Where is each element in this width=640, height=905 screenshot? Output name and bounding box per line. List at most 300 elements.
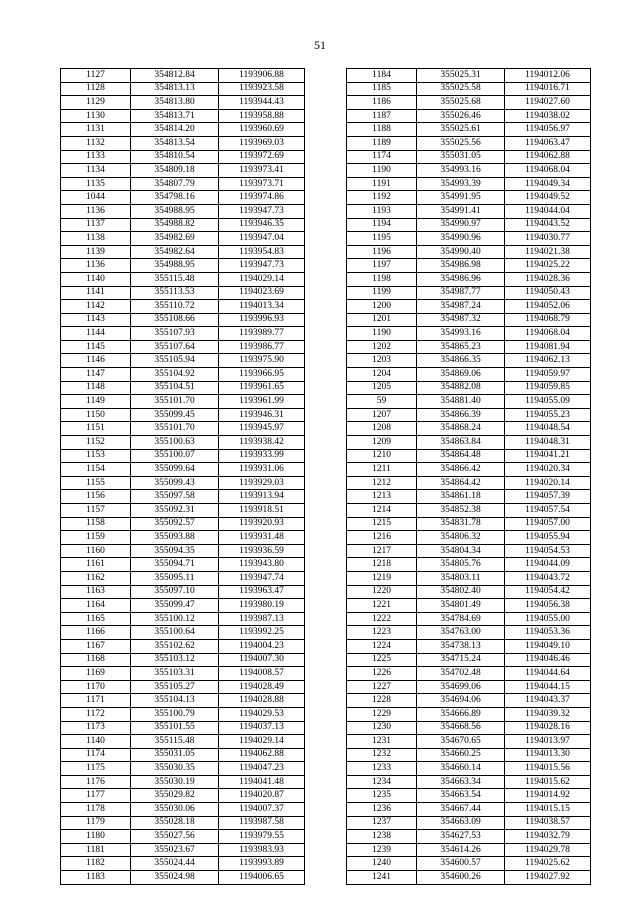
table-row [347, 136, 591, 150]
point-number-cell: 1174 [61, 748, 131, 762]
x-coordinate-cell: 354668.56 [417, 721, 505, 735]
x-coordinate-cell: 354600.57 [417, 857, 505, 871]
y-coordinate-cell: 1194055.23 [505, 408, 591, 422]
table-row [347, 436, 591, 450]
y-coordinate-cell: 1194028.49 [219, 680, 305, 694]
table-row [61, 449, 305, 463]
y-coordinate-cell: 1194007.37 [219, 803, 305, 817]
y-coordinate-cell: 1194039.32 [505, 707, 591, 721]
x-coordinate-cell: 354614.26 [417, 843, 505, 857]
point-number-cell: 1152 [61, 436, 131, 450]
x-coordinate-cell: 354670.65 [417, 735, 505, 749]
x-coordinate-cell: 355107.64 [131, 340, 219, 354]
point-number-cell: 1218 [347, 558, 417, 572]
y-coordinate-cell: 1193989.77 [219, 327, 305, 341]
y-coordinate-cell: 1193987.13 [219, 612, 305, 626]
y-coordinate-cell: 1194012.06 [505, 69, 591, 83]
table-row [61, 857, 305, 871]
point-number-cell: 1151 [61, 422, 131, 436]
y-coordinate-cell: 1194029.53 [219, 707, 305, 721]
point-number-cell: 1221 [347, 599, 417, 613]
point-number-cell: 1153 [61, 449, 131, 463]
x-coordinate-cell: 355025.61 [417, 123, 505, 137]
point-number-cell: 1184 [347, 69, 417, 83]
x-coordinate-cell: 354863.84 [417, 436, 505, 450]
table-row [347, 422, 591, 436]
point-number-cell: 1231 [347, 735, 417, 749]
y-coordinate-cell: 1194025.62 [505, 857, 591, 871]
x-coordinate-cell: 355110.72 [131, 300, 219, 314]
point-number-cell: 1211 [347, 463, 417, 477]
x-coordinate-cell: 354990.97 [417, 218, 505, 232]
y-coordinate-cell: 1194007.30 [219, 653, 305, 667]
table-row [347, 680, 591, 694]
point-number-cell: 1138 [61, 232, 131, 246]
y-coordinate-cell: 1194048.31 [505, 436, 591, 450]
y-coordinate-cell: 1193929.03 [219, 476, 305, 490]
point-number-cell: 1191 [347, 177, 417, 191]
y-coordinate-cell: 1194055.00 [505, 612, 591, 626]
y-coordinate-cell: 1194015.56 [505, 762, 591, 776]
y-coordinate-cell: 1194043.52 [505, 218, 591, 232]
x-coordinate-cell: 355030.35 [131, 762, 219, 776]
point-number-cell: 1142 [61, 300, 131, 314]
y-coordinate-cell: 1194068.04 [505, 164, 591, 178]
y-coordinate-cell: 1194015.15 [505, 803, 591, 817]
y-coordinate-cell: 1194044.15 [505, 680, 591, 694]
y-coordinate-cell: 1194020.34 [505, 463, 591, 477]
y-coordinate-cell: 1194038.57 [505, 816, 591, 830]
table-row [347, 585, 591, 599]
point-number-cell: 1134 [61, 164, 131, 178]
x-coordinate-cell: 354663.34 [417, 775, 505, 789]
table-row [347, 449, 591, 463]
point-number-cell: 1202 [347, 340, 417, 354]
y-coordinate-cell: 1194057.39 [505, 490, 591, 504]
y-coordinate-cell: 1193931.48 [219, 531, 305, 545]
y-coordinate-cell: 1193996.93 [219, 313, 305, 327]
table-row [61, 680, 305, 694]
table-row [61, 96, 305, 110]
y-coordinate-cell: 1193933.99 [219, 449, 305, 463]
x-coordinate-cell: 354881.40 [417, 395, 505, 409]
x-coordinate-cell: 355102.62 [131, 639, 219, 653]
point-number-cell: 1149 [61, 395, 131, 409]
table-row [61, 639, 305, 653]
table-row [347, 245, 591, 259]
y-coordinate-cell: 1193975.90 [219, 354, 305, 368]
point-number-cell: 1154 [61, 463, 131, 477]
x-coordinate-cell: 355104.92 [131, 368, 219, 382]
table-row [61, 191, 305, 205]
y-coordinate-cell: 1193938.42 [219, 436, 305, 450]
table-row [347, 150, 591, 164]
point-number-cell: 1230 [347, 721, 417, 735]
point-number-cell: 1205 [347, 381, 417, 395]
point-number-cell: 1136 [61, 259, 131, 273]
table-row [61, 395, 305, 409]
x-coordinate-cell: 354866.39 [417, 408, 505, 422]
point-number-cell: 1044 [61, 191, 131, 205]
point-number-cell: 1140 [61, 272, 131, 286]
point-number-cell: 1225 [347, 653, 417, 667]
table-row [347, 531, 591, 545]
point-number-cell: 1162 [61, 571, 131, 585]
y-coordinate-cell: 1193983.93 [219, 843, 305, 857]
table-row [347, 735, 591, 749]
table-row [347, 762, 591, 776]
table-row [347, 748, 591, 762]
x-coordinate-cell: 354812.84 [131, 69, 219, 83]
y-coordinate-cell: 1193946.31 [219, 408, 305, 422]
y-coordinate-cell: 1194068.79 [505, 313, 591, 327]
x-coordinate-cell: 355094.35 [131, 544, 219, 558]
table-row [347, 218, 591, 232]
table-row [347, 843, 591, 857]
y-coordinate-cell: 1193913.94 [219, 490, 305, 504]
table-row [347, 109, 591, 123]
table-row [61, 354, 305, 368]
table-row [61, 558, 305, 572]
x-coordinate-cell: 355101.55 [131, 721, 219, 735]
table-row [347, 395, 591, 409]
point-number-cell: 1214 [347, 504, 417, 518]
x-coordinate-cell: 354864.48 [417, 449, 505, 463]
x-coordinate-cell: 354627.53 [417, 830, 505, 844]
x-coordinate-cell: 355028.18 [131, 816, 219, 830]
x-coordinate-cell: 355107.93 [131, 327, 219, 341]
x-coordinate-cell: 354869.06 [417, 368, 505, 382]
point-number-cell: 59 [347, 395, 417, 409]
point-number-cell: 1186 [347, 96, 417, 110]
point-number-cell: 1131 [61, 123, 131, 137]
point-number-cell: 1213 [347, 490, 417, 504]
x-coordinate-cell: 354804.34 [417, 544, 505, 558]
x-coordinate-cell: 355100.64 [131, 626, 219, 640]
table-row [61, 408, 305, 422]
y-coordinate-cell: 1194025.22 [505, 259, 591, 273]
x-coordinate-cell: 354784.69 [417, 612, 505, 626]
x-coordinate-cell: 354988.95 [131, 259, 219, 273]
x-coordinate-cell: 355103.31 [131, 667, 219, 681]
x-coordinate-cell: 355030.06 [131, 803, 219, 817]
x-coordinate-cell: 355025.58 [417, 82, 505, 96]
point-number-cell: 1204 [347, 368, 417, 382]
y-coordinate-cell: 1193946.35 [219, 218, 305, 232]
table-row [347, 721, 591, 735]
y-coordinate-cell: 1194044.04 [505, 204, 591, 218]
point-number-cell: 1128 [61, 82, 131, 96]
x-coordinate-cell: 354806.32 [417, 531, 505, 545]
table-row [347, 82, 591, 96]
y-coordinate-cell: 1194032.79 [505, 830, 591, 844]
y-coordinate-cell: 1194029.14 [219, 735, 305, 749]
table-row [347, 504, 591, 518]
point-number-cell: 1239 [347, 843, 417, 857]
x-coordinate-cell: 355104.13 [131, 694, 219, 708]
x-coordinate-cell: 355023.67 [131, 843, 219, 857]
table-row [347, 857, 591, 871]
x-coordinate-cell: 355031.05 [417, 150, 505, 164]
page-number: 51 [314, 38, 326, 52]
point-number-cell: 1143 [61, 313, 131, 327]
point-number-cell: 1176 [61, 775, 131, 789]
x-coordinate-cell: 354861.18 [417, 490, 505, 504]
x-coordinate-cell: 354864.42 [417, 476, 505, 490]
table-row [347, 639, 591, 653]
x-coordinate-cell: 354813.13 [131, 82, 219, 96]
y-coordinate-cell: 1194052.06 [505, 300, 591, 314]
table-row [61, 504, 305, 518]
y-coordinate-cell: 1193972.69 [219, 150, 305, 164]
table-row [347, 340, 591, 354]
y-coordinate-cell: 1193974.86 [219, 191, 305, 205]
x-coordinate-cell: 354882.08 [417, 381, 505, 395]
x-coordinate-cell: 355025.56 [417, 136, 505, 150]
point-number-cell: 1148 [61, 381, 131, 395]
x-coordinate-cell: 354813.80 [131, 96, 219, 110]
point-number-cell: 1175 [61, 762, 131, 776]
table-row [61, 381, 305, 395]
x-coordinate-cell: 355025.68 [417, 96, 505, 110]
point-number-cell: 1171 [61, 694, 131, 708]
point-number-cell: 1169 [61, 667, 131, 681]
table-row [61, 843, 305, 857]
y-coordinate-cell: 1193944.43 [219, 96, 305, 110]
table-row [347, 408, 591, 422]
y-coordinate-cell: 1194054.53 [505, 544, 591, 558]
y-coordinate-cell: 1194046.46 [505, 653, 591, 667]
y-coordinate-cell: 1194055.94 [505, 531, 591, 545]
table-row [61, 571, 305, 585]
table-row [61, 204, 305, 218]
table-row [61, 626, 305, 640]
y-coordinate-cell: 1194044.64 [505, 667, 591, 681]
x-coordinate-cell: 354813.71 [131, 109, 219, 123]
x-coordinate-cell: 355095.11 [131, 571, 219, 585]
x-coordinate-cell: 354993.16 [417, 164, 505, 178]
point-number-cell: 1146 [61, 354, 131, 368]
point-number-cell: 1185 [347, 82, 417, 96]
point-number-cell: 1236 [347, 803, 417, 817]
table-row [61, 177, 305, 191]
x-coordinate-cell: 354810.54 [131, 150, 219, 164]
point-number-cell: 1155 [61, 476, 131, 490]
x-coordinate-cell: 354865.23 [417, 340, 505, 354]
point-number-cell: 1170 [61, 680, 131, 694]
point-number-cell: 1201 [347, 313, 417, 327]
point-number-cell: 1237 [347, 816, 417, 830]
table-row [347, 626, 591, 640]
point-number-cell: 1177 [61, 789, 131, 803]
table-row [347, 463, 591, 477]
x-coordinate-cell: 354600.26 [417, 871, 505, 885]
point-number-cell: 1173 [61, 721, 131, 735]
table-row [61, 789, 305, 803]
x-coordinate-cell: 355031.05 [131, 748, 219, 762]
table-row [347, 544, 591, 558]
point-number-cell: 1159 [61, 531, 131, 545]
table-row [347, 599, 591, 613]
table-row [61, 259, 305, 273]
table-row [61, 422, 305, 436]
point-number-cell: 1232 [347, 748, 417, 762]
y-coordinate-cell: 1194054.42 [505, 585, 591, 599]
table-row [61, 517, 305, 531]
table-row [61, 340, 305, 354]
x-coordinate-cell: 354660.25 [417, 748, 505, 762]
y-coordinate-cell: 1193963.47 [219, 585, 305, 599]
x-coordinate-cell: 354694.06 [417, 694, 505, 708]
point-number-cell: 1217 [347, 544, 417, 558]
x-coordinate-cell: 355027.56 [131, 830, 219, 844]
y-coordinate-cell: 1194023.69 [219, 286, 305, 300]
table-row [61, 830, 305, 844]
point-number-cell: 1164 [61, 599, 131, 613]
y-coordinate-cell: 1193960.69 [219, 123, 305, 137]
table-row [347, 354, 591, 368]
x-coordinate-cell: 354805.76 [417, 558, 505, 572]
point-number-cell: 1228 [347, 694, 417, 708]
table-row [347, 871, 591, 885]
y-coordinate-cell: 1193987.58 [219, 816, 305, 830]
table-row [61, 218, 305, 232]
y-coordinate-cell: 1194041.48 [219, 775, 305, 789]
table-row [61, 694, 305, 708]
y-coordinate-cell: 1194056.97 [505, 123, 591, 137]
point-number-cell: 1145 [61, 340, 131, 354]
y-coordinate-cell: 1194030.77 [505, 232, 591, 246]
y-coordinate-cell: 1193958.88 [219, 109, 305, 123]
table-row [347, 191, 591, 205]
table-row [347, 313, 591, 327]
x-coordinate-cell: 354866.42 [417, 463, 505, 477]
table-row [61, 286, 305, 300]
point-number-cell: 1238 [347, 830, 417, 844]
x-coordinate-cell: 354982.64 [131, 245, 219, 259]
table-row [347, 775, 591, 789]
x-coordinate-cell: 355105.27 [131, 680, 219, 694]
table-row [61, 816, 305, 830]
y-coordinate-cell: 1194043.37 [505, 694, 591, 708]
point-number-cell: 1226 [347, 667, 417, 681]
point-number-cell: 1192 [347, 191, 417, 205]
point-number-cell: 1172 [61, 707, 131, 721]
y-coordinate-cell: 1194062.88 [219, 748, 305, 762]
x-coordinate-cell: 355025.31 [417, 69, 505, 83]
point-number-cell: 1180 [61, 830, 131, 844]
point-number-cell: 1183 [61, 871, 131, 885]
x-coordinate-cell: 355026.46 [417, 109, 505, 123]
x-coordinate-cell: 354663.54 [417, 789, 505, 803]
y-coordinate-cell: 1194057.00 [505, 517, 591, 531]
table-row [61, 232, 305, 246]
point-number-cell: 1194 [347, 218, 417, 232]
point-number-cell: 1181 [61, 843, 131, 857]
y-coordinate-cell: 1193969.03 [219, 136, 305, 150]
x-coordinate-cell: 354814.20 [131, 123, 219, 137]
point-number-cell: 1240 [347, 857, 417, 871]
y-coordinate-cell: 1194027.60 [505, 96, 591, 110]
y-coordinate-cell: 1193980.19 [219, 599, 305, 613]
table-row [347, 272, 591, 286]
y-coordinate-cell: 1193947.04 [219, 232, 305, 246]
table-row [347, 612, 591, 626]
x-coordinate-cell: 354987.77 [417, 286, 505, 300]
x-coordinate-cell: 355100.07 [131, 449, 219, 463]
x-coordinate-cell: 355024.44 [131, 857, 219, 871]
x-coordinate-cell: 354982.69 [131, 232, 219, 246]
table-row [347, 327, 591, 341]
table-row [61, 272, 305, 286]
point-number-cell: 1200 [347, 300, 417, 314]
y-coordinate-cell: 1193920.93 [219, 517, 305, 531]
point-number-cell: 1127 [61, 69, 131, 83]
y-coordinate-cell: 1194049.34 [505, 177, 591, 191]
point-number-cell: 1144 [61, 327, 131, 341]
point-number-cell: 1195 [347, 232, 417, 246]
y-coordinate-cell: 1193961.99 [219, 395, 305, 409]
x-coordinate-cell: 355100.63 [131, 436, 219, 450]
x-coordinate-cell: 354666.89 [417, 707, 505, 721]
y-coordinate-cell: 1193993.89 [219, 857, 305, 871]
point-number-cell: 1227 [347, 680, 417, 694]
y-coordinate-cell: 1193973.41 [219, 164, 305, 178]
x-coordinate-cell: 354986.96 [417, 272, 505, 286]
y-coordinate-cell: 1194029.14 [219, 272, 305, 286]
y-coordinate-cell: 1194055.09 [505, 395, 591, 409]
point-number-cell: 1178 [61, 803, 131, 817]
x-coordinate-cell: 355099.43 [131, 476, 219, 490]
coordinates-table-right [346, 68, 591, 885]
x-coordinate-cell: 354993.39 [417, 177, 505, 191]
point-number-cell: 1210 [347, 449, 417, 463]
x-coordinate-cell: 355092.31 [131, 504, 219, 518]
x-coordinate-cell: 355100.12 [131, 612, 219, 626]
table-row [347, 816, 591, 830]
point-number-cell: 1161 [61, 558, 131, 572]
point-number-cell: 1219 [347, 571, 417, 585]
point-number-cell: 1234 [347, 775, 417, 789]
x-coordinate-cell: 355097.58 [131, 490, 219, 504]
point-number-cell: 1209 [347, 436, 417, 450]
table-row [347, 177, 591, 191]
x-coordinate-cell: 355105.94 [131, 354, 219, 368]
table-row [61, 164, 305, 178]
point-number-cell: 1198 [347, 272, 417, 286]
x-coordinate-cell: 354738.13 [417, 639, 505, 653]
table-row [61, 313, 305, 327]
point-number-cell: 1167 [61, 639, 131, 653]
table-row [61, 544, 305, 558]
x-coordinate-cell: 355115.48 [131, 735, 219, 749]
table-row [61, 721, 305, 735]
table-row [61, 476, 305, 490]
table-row [347, 571, 591, 585]
x-coordinate-cell: 354813.54 [131, 136, 219, 150]
point-number-cell: 1233 [347, 762, 417, 776]
coordinates-table-left [60, 68, 305, 885]
point-number-cell: 1166 [61, 626, 131, 640]
y-coordinate-cell: 1194029.78 [505, 843, 591, 857]
point-number-cell: 1207 [347, 408, 417, 422]
table-row [347, 69, 591, 83]
y-coordinate-cell: 1193936.59 [219, 544, 305, 558]
y-coordinate-cell: 1194004.23 [219, 639, 305, 653]
table-row [347, 381, 591, 395]
table-row [347, 490, 591, 504]
x-coordinate-cell: 355094.71 [131, 558, 219, 572]
